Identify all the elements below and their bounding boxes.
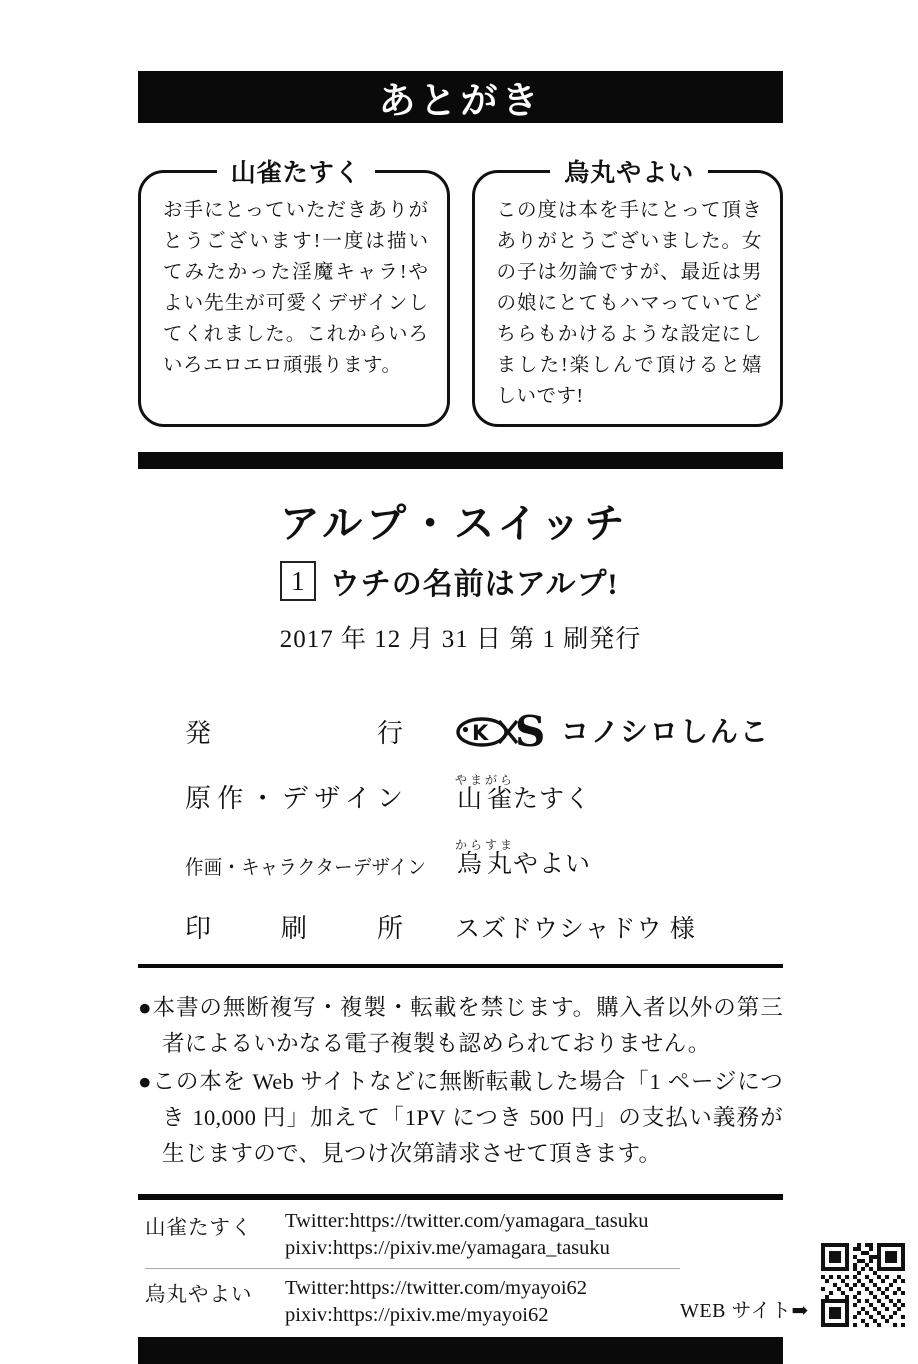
logo-letter-k: K (472, 721, 490, 745)
printer-name: スズドウシャドウ 様 (455, 916, 696, 943)
comment-box-karasuma (472, 153, 784, 427)
credit-row-art-design (185, 815, 783, 880)
legal-item: ●本書の無断複写・複製・転載を禁じます。購入者以外の第三者によるいかなる電子複製も認められておりません。 (138, 995, 783, 1056)
footer-top-rule (138, 1194, 783, 1200)
credits-list (138, 685, 783, 945)
pixiv-link: pixiv:https://pixiv.me/myayoi62 (285, 1304, 549, 1326)
edition-date: 2017 年 12 月 31 日 第 1 刷発行 (279, 626, 642, 653)
legal-notices (138, 990, 783, 1172)
authors-divider (145, 1268, 680, 1269)
pixiv-link: pixiv:https://pixiv.me/yamagara_tasuku (285, 1237, 610, 1259)
credit-row-original-design (185, 750, 783, 815)
credit-role: 原作・デザイン (185, 784, 403, 813)
rule-above-legal (138, 964, 783, 968)
credit-row-publisher (185, 685, 783, 756)
logo-letter-s: S (515, 707, 547, 756)
bottom-bar (138, 1337, 783, 1364)
ks-fish-logo-icon (455, 707, 551, 756)
comment-author-name: 山雀たすく (230, 160, 361, 187)
book-subtitle (280, 559, 642, 603)
page-title: あとがき (378, 80, 543, 121)
author-name: 烏丸やよい (145, 1284, 253, 1306)
header-bar (138, 71, 783, 123)
author-name: 山雀たすく (145, 1217, 253, 1239)
twitter-link: Twitter:https://twitter.com/myayoi62 (285, 1277, 588, 1299)
footer-website (680, 1208, 905, 1329)
person-kanji: 山雀 (455, 786, 516, 813)
credit-role: 印刷所 (185, 914, 403, 943)
footer-author-links (138, 1208, 680, 1329)
book-title: アルプ・スイッチ (279, 501, 629, 546)
author-links-row (145, 1208, 680, 1262)
bullet-icon: ● (138, 995, 153, 1020)
publisher-value (455, 707, 770, 756)
person-rest: やよい (513, 851, 592, 878)
content-column (138, 0, 809, 1364)
credit-row-printer (185, 880, 783, 945)
credit-person (455, 773, 591, 815)
website-label: WEB サイト➡ (680, 1300, 809, 1322)
twitter-link: Twitter:https://twitter.com/yamagara_tasuku (285, 1210, 649, 1232)
volume-number-box: 1 (280, 561, 316, 601)
person-furigana: やまがら (455, 773, 516, 787)
divider-bar (138, 452, 783, 469)
bullet-icon: ● (138, 1069, 153, 1094)
person-furigana: からすま (455, 838, 516, 852)
publisher-name: コノシロしんこ (561, 715, 770, 748)
comment-author-name: 烏丸やよい (564, 160, 695, 187)
colophon (138, 500, 783, 945)
footer (138, 1208, 809, 1329)
comment-text: お手にとっていただきありがとうございます!一度は描いてみたかった淫魔キャラ!やよい先生が可愛くデザインしてくれました。これからいろいろエロエロ頑張ります。 (163, 200, 429, 376)
author-comment-boxes (138, 153, 783, 427)
person-kanji: 烏丸 (455, 851, 516, 878)
subtitle-text: ウチの名前はアルプ! (329, 568, 619, 601)
person-rest: たすく (513, 786, 592, 813)
legal-item: ●この本を Web サイトなどに無断転載した場合「1 ページにつき 10,000 円」加えて「1PV につき 500 円」の支払い義務が生じますので、見つけ次第請求させて頂きます。 (138, 1069, 784, 1166)
qr-code-icon (821, 1243, 905, 1327)
credit-person (455, 838, 591, 880)
comment-text: この度は本を手にとって頂きありがとうございました。女の子は勿論ですが、最近は男の娘にとてもハマっていてどちらもかけるような設定にしました!楽しんで頂けると嬉しいです! (496, 200, 762, 407)
colophon-title-block (280, 500, 642, 655)
credit-role: 発行 (185, 719, 403, 748)
comment-box-yamagara (138, 153, 450, 427)
author-links-row (145, 1275, 680, 1329)
credit-role: 作画・キャラクターデザイン (185, 857, 427, 879)
